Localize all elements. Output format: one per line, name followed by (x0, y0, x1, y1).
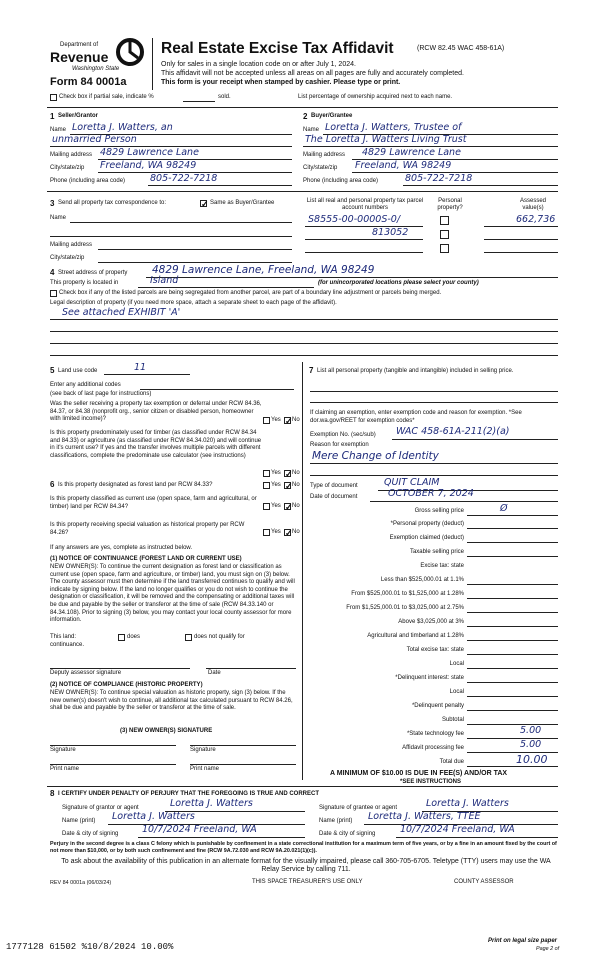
owner-print-label-2: Print name (190, 766, 220, 772)
section4-number: 4 (50, 268, 55, 277)
buyer-phone[interactable]: 805-722-7218 (405, 173, 473, 184)
buyer-section-number: 2 (303, 112, 308, 121)
section6-number: 6 (50, 480, 55, 489)
property-county[interactable]: Island (150, 275, 179, 286)
subtitle-3: This form is your receipt when stamped by cashier. Please type or print. (161, 79, 401, 86)
delinquent-penalty-label: *Delinquent penalty (411, 703, 464, 709)
buyer-city-label: City/state/zip (303, 165, 338, 171)
tier4-label: Above $3,025,000 at 3% (398, 619, 464, 625)
personal-prop-checkbox-1[interactable] (440, 216, 449, 225)
seller-phone-label: Phone (including area code) (50, 178, 126, 184)
exempt-yes-label: Yes (271, 417, 281, 423)
current-use-no-checkbox[interactable]: ✓ (285, 502, 293, 512)
does-checkbox[interactable] (118, 634, 125, 641)
grantor-date-city[interactable]: 10/7/2024 Freeland, WA (142, 824, 257, 835)
deputy-date-label: Date (208, 670, 221, 676)
dept-of-label: Department of (60, 42, 99, 48)
current-use-no-label: No (292, 503, 300, 509)
grantee-date-city[interactable]: 10/7/2024 Freeland, WA (400, 824, 515, 835)
corr-mailing-label: Mailing address (50, 242, 93, 248)
notice2-title: (2) NOTICE OF COMPLIANCE (HISTORIC PROPERTY) (50, 682, 203, 688)
form-number: Form 84 0001a (50, 76, 127, 88)
segregated-checkbox[interactable] (50, 290, 57, 297)
timber-no-label: No (292, 470, 300, 476)
perjury-notice: Perjury in the second degree is a class C felony which is punishable by confinement in a state correctional institution for a maximum term of five years, or by a fine in an amount fixed by the court of not more than $10,000, or by both such confinement and fine (RCW 9A.72.030 and RCW 9A.20.021(1)(c)). (50, 841, 557, 854)
proc-fee-label: Affidavit processing fee (402, 745, 464, 751)
percentage-instruction: List percentage of ownership acquired next to each name. (298, 94, 453, 100)
located-label: This property is located in (50, 280, 119, 286)
gross-value[interactable]: Ø (500, 503, 508, 514)
land-use-code[interactable]: 11 (134, 362, 147, 373)
minimum-notice: A MINIMUM OF $10.00 IS DUE IN FEE(S) AND/OR TAX (330, 770, 508, 777)
if-yes-note: If any answers are yes, complete as instructed below. (50, 545, 193, 551)
seller-phone[interactable]: 805-722-7218 (150, 173, 218, 184)
tier1-label: Less than $525,000.01 at 1.1% (380, 577, 464, 583)
street-label: Street address of property (58, 270, 128, 276)
legal-description[interactable]: See attached EXHIBIT 'A' (62, 307, 181, 318)
segregated-label: Check box if any of the listed parcels are being segregated from another parcel, are part of a boundary line adjustment or parcels being merged. (59, 290, 442, 296)
revision-label: REV 84 0001a (06/03/24) (50, 880, 112, 886)
seller-mailing-label: Mailing address (50, 152, 93, 158)
buyer-mailing[interactable]: 4829 Lawrence Lane (362, 147, 461, 158)
local2-label: Local (449, 689, 464, 695)
gross-label: Gross selling price (414, 508, 464, 514)
additional-codes-label: Enter any additional codes (50, 382, 121, 388)
personal-prop-checkbox-2[interactable] (440, 230, 449, 239)
property-street[interactable]: 4829 Lawrence Lane, Freeland, WA 98249 (152, 264, 375, 276)
timber-no-checkbox[interactable]: ✓ (285, 469, 293, 479)
notice1-title: (1) NOTICE OF CONTINUANCE (FOREST LAND OR CURRENT USE) (50, 556, 242, 562)
tech-fee-value[interactable]: 5.00 (520, 725, 542, 736)
assessed-header: Assessed value(s) (519, 198, 546, 211)
corr-city-label: City/state/zip (50, 255, 85, 261)
partial-sale-checkbox[interactable] (50, 94, 57, 101)
section5-number: 5 (50, 366, 55, 375)
tier3-label: From $1,525,000.01 to $3,025,000 at 2.75% (346, 605, 464, 611)
subtotal-label: Subtotal (441, 717, 464, 723)
correspondence-label: Send all property tax correspondence to: (58, 200, 167, 206)
personal-prop-header: Personal property? (437, 198, 463, 211)
seller-name-1[interactable]: Loretta J. Watters, an (72, 122, 173, 133)
partial-sale-label: Check box if partial sale, indicate % (59, 94, 154, 100)
see-instructions: *SEE INSTRUCTIONS (400, 779, 462, 785)
document-type[interactable]: QUIT CLAIM (384, 477, 440, 488)
historic-yes-label: Yes (271, 529, 281, 535)
recording-stamp: 1777128 61502 %10/8/2024 10.00% (6, 942, 174, 952)
owner-sig-label-1: Signature (50, 747, 76, 753)
legal-size-note: Print on legal size paper (488, 938, 558, 944)
unincorporated-note: (for unincorporated locations please select your county) (318, 280, 479, 286)
exempt-yes-checkbox[interactable] (263, 417, 270, 424)
legal-desc-label: Legal description of property (if you need more space, attach a separate sheet to each page of the affidavit). (50, 300, 337, 306)
page-number: Page 2 of (536, 946, 560, 952)
grantee-print-label: Name (print) (319, 818, 353, 824)
doc-type-label: Type of document (310, 483, 358, 489)
grantee-date-label: Date & city of signing (319, 831, 376, 837)
exemption-reason[interactable]: Mere Change of Identity (312, 450, 439, 462)
excise-state-label: Excise tax: state (420, 563, 464, 569)
timber-question: Is this property predominately used for timber (as classified under RCW 84.34 and 84.33) or agriculture (as classified under RCW 84.34.020) and will continue in it's current use? If yes and the transfer involves multiple parcels with different classifications, complete the predominate use calculator (see instructions) (50, 430, 262, 459)
total-due-label: Total due (439, 759, 464, 765)
seller-city-label: City/state/zip (50, 165, 85, 171)
owner-print-label-1: Print name (50, 766, 80, 772)
timber-yes-checkbox[interactable] (263, 470, 270, 477)
this-land-label: This land: (50, 634, 77, 640)
personal-property-label: List all personal property (tangible and intangible) included in selling price. (317, 368, 514, 374)
personal-deduct-label: *Personal property (deduct) (390, 521, 464, 527)
does-not-label: does not qualify for (194, 634, 245, 640)
historic-no-label: No (292, 529, 300, 535)
buyer-phone-label: Phone (including area code) (303, 178, 379, 184)
subtitle-2: This affidavit will not be accepted unless all areas on all pages are fully and accurately completed. (161, 70, 464, 77)
land-use-label: Land use code (58, 368, 98, 374)
buyer-mailing-label: Mailing address (303, 152, 346, 158)
seller-city[interactable]: Freeland, WA 98249 (100, 160, 197, 171)
historic-question: Is this property receiving special valuation as historical property per RCW 84.26? (50, 522, 245, 536)
reason-label: Reason for exemption (310, 442, 369, 448)
same-as-buyer-checkbox[interactable]: ✓ (201, 199, 209, 209)
form-title: Real Estate Excise Tax Affidavit (161, 40, 394, 57)
exemption-deduct-label: Exemption claimed (deduct) (389, 535, 464, 541)
local-label: Local (449, 661, 464, 667)
section8-number: 8 (50, 789, 55, 798)
forest-yes-checkbox[interactable] (263, 482, 270, 489)
parcel-number-1b[interactable]: 813052 (372, 227, 409, 238)
exemption-number[interactable]: WAC 458-61A-211(2)(a) (396, 426, 510, 437)
revenue-logo-text: Revenue (50, 49, 109, 65)
county-assessor: COUNTY ASSESSOR (454, 879, 514, 885)
seller-mailing[interactable]: 4829 Lawrence Lane (100, 147, 199, 158)
same-as-buyer-label: Same as Buyer/Grantee (210, 200, 275, 206)
parcel-col-header: List all real and personal property tax parcel account numbers (306, 198, 424, 211)
timber-yes-label: Yes (271, 470, 281, 476)
buyer-name-1[interactable]: Loretta J. Watters, Trustee of (325, 122, 462, 133)
current-use-yes-label: Yes (271, 503, 281, 509)
grantor-signature[interactable]: Loretta J. Watters (170, 798, 253, 809)
certify-label: I CERTIFY UNDER PENALTY OF PERJURY THAT THE FOREGOING IS TRUE AND CORRECT (58, 791, 320, 797)
historic-no-checkbox[interactable]: ✓ (285, 528, 293, 538)
forest-no-label: No (292, 482, 300, 488)
treasurer-use: THIS SPACE TREASURER'S USE ONLY (252, 879, 363, 885)
seller-section-number: 1 (50, 112, 55, 121)
delinquent-state-label: *Delinquent interest: state (395, 675, 464, 681)
buyer-heading: Buyer/Grantee (311, 113, 353, 119)
sold-label: sold. (218, 94, 231, 100)
assessed-value-1[interactable]: 662,736 (516, 214, 556, 225)
historic-yes-checkbox[interactable] (263, 529, 270, 536)
does-label: does (127, 634, 141, 640)
parcel-number-1[interactable]: S8555-00-0000S-0/ (308, 214, 401, 225)
proc-fee-value[interactable]: 5.00 (520, 739, 542, 750)
grantor-print-name[interactable]: Loretta J. Watters (112, 811, 195, 822)
buyer-city[interactable]: Freeland, WA 98249 (355, 160, 452, 171)
total-state-label: Total excise tax: state (406, 647, 464, 653)
subtitle-1: Only for sales in a single location code on or after July 1, 2024. (161, 61, 356, 68)
section7-number: 7 (309, 366, 314, 375)
availability-notice: To ask about the availability of this publication in an alternate format for the visually impaired, please call 360-705-6705. Teletype (TTY) users may use the WA Relay Service by calling 711. (61, 858, 551, 874)
notice2-body: NEW OWNER(S): To continue special valuation as historic property, sign (3) below. If the new owner(s) doesn't wish to continue, all additional tax calculated pursuant to RCW 84.26, shall be due and payable by the seller or transferor at the time of sale. (50, 690, 293, 712)
claim-exemption-label: If claiming an exemption, enter exemption code and reason for exemption. *See dor.wa.gov/REET for exemption codes* (310, 410, 522, 424)
state-label: Washington State (72, 66, 120, 72)
rcw-ref: (RCW 82.45 WAC 458-61A) (417, 45, 505, 52)
forest-no-checkbox[interactable]: ✓ (285, 481, 293, 491)
grantor-date-label: Date & city of signing (62, 831, 119, 837)
corr-name-label: Name (50, 215, 67, 221)
dor-logo-icon (116, 38, 144, 66)
seller-name-label: Name (50, 127, 67, 133)
current-use-question: Is this property classified as current use (open space, farm and agricultural, or timber) land per RCW 84.34? (50, 496, 257, 510)
deputy-sig-label: Deputy assessor signature (50, 670, 122, 676)
forest-yes-label: Yes (271, 482, 281, 488)
new-owner-sig-title: (3) NEW OWNER(S) SIGNATURE (120, 728, 213, 734)
forest-question: Is this property designated as forest land per RCW 84.33? (58, 482, 213, 488)
grantor-sig-label: Signature of grantor or agent (62, 805, 139, 811)
personal-prop-checkbox-3[interactable] (440, 244, 449, 253)
see-back-note: (see back of last page for instructions) (50, 391, 152, 397)
does-not-checkbox[interactable] (185, 634, 192, 641)
grantee-signature[interactable]: Loretta J. Watters (426, 798, 509, 809)
section3-number: 3 (50, 199, 55, 208)
exemption-question: Was the seller receiving a property tax exemption or deferral under RCW 84.36, 84.37, or 84.38 (nonprofit org., senior citizen or disabled person, homeowner with limited income)? (50, 401, 262, 423)
seller-name-2[interactable]: unmarried Person (52, 134, 137, 145)
buyer-name-2[interactable]: The Loretta J. Watters Living Trust (305, 134, 467, 145)
doc-date-label: Date of document (310, 494, 358, 500)
continuance-label: continuance. (50, 642, 85, 648)
exempt-no-checkbox[interactable]: ✓ (285, 416, 293, 426)
exempt-no-label: No (292, 417, 300, 423)
tier2-label: From $525,000.01 to $1,525,000 at 1.28% (351, 591, 464, 597)
owner-sig-label-2: Signature (190, 747, 216, 753)
total-due-value[interactable]: 10.00 (516, 753, 548, 766)
tech-fee-label: *State technology fee (406, 731, 464, 737)
notice1-body: NEW OWNER(S): To continue the current designation as forest land or classification as current use (open space, farm and agriculture, or timber) land, you must sign on (3) below. The county assessor must then determine if the land transferred continues to qualify and will indicate by signing below. If the land no longer qualifies or you do not wish to continue the designation or classification, it will be removed and the compensating or additional taxes will be due and payable by the seller or transferor at the time of sale (RCW 84.33.140 or 84.34.108). Prior to signing (3) below, you may contact your local county assessor for more information. (50, 564, 295, 624)
document-date[interactable]: OCTOBER 7, 2024 (388, 488, 474, 499)
current-use-yes-checkbox[interactable] (263, 503, 270, 510)
grantor-print-label: Name (print) (62, 818, 96, 824)
grantee-print-name[interactable]: Loretta J. Watters, TTEE (368, 811, 481, 822)
seller-heading: Seller/Grantor (58, 113, 99, 119)
buyer-name-label: Name (303, 127, 320, 133)
grantee-sig-label: Signature of grantee or agent (319, 805, 398, 811)
exemption-no-label: Exemption No. (sec/sub) (310, 432, 376, 438)
agri-label: Agricultural and timberland at 1.28% (367, 633, 464, 639)
taxable-label: Taxable selling price (409, 549, 464, 555)
